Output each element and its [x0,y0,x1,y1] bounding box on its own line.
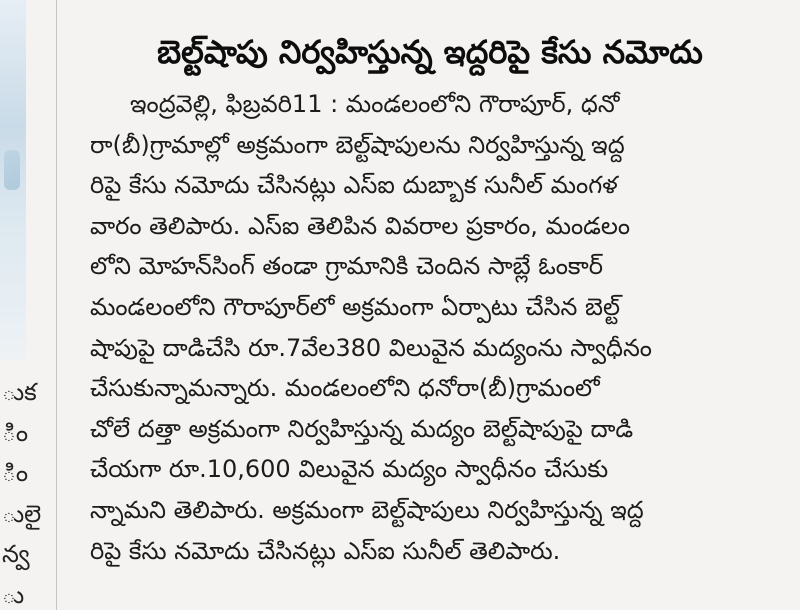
previous-column-fragment: ిం [2,459,29,488]
news-article [70,0,790,571]
article-body [70,84,790,571]
article-line: మండలంలోని గౌరాపూర్‌లో అక్రమంగా ఏర్పాటు చేసిన బెల్ట్ [90,292,620,321]
article-headline: బెల్ట్‌షాపు నిర్వహిస్తున్న ఇద్దరిపై కేసు నమోదు [157,33,703,71]
article-line: రా(బీ)గ్రామాల్లో అక్రమంగా బెల్ట్‌షాపులను నిర్వహిస్తున్న ఇద్ద [90,130,625,159]
column-divider [56,0,57,610]
previous-column-fragment: ులై [2,499,42,528]
article-line: రిపై కేసు నమోదు చేసినట్లు ఎస్ఐ దుబ్బాక సునీల్ మంగళ [90,171,618,200]
cropped-photo [0,0,26,360]
previous-column-fragment: న్వ [2,540,30,569]
article-line: లోని మోహన్‌సింగ్ తండా గ్రామానికి చెందిన సాబ్లే ఓంకార్ [90,252,603,281]
previous-column-text [2,372,52,610]
article-line: ఇంద్రవెల్లి, ఫిబ్రవరి11 : మండలంలోని గౌరాపూర్, ధనో [130,90,620,118]
article-line: వారం తెలిపారు. ఎస్ఐ తెలిపిన వివరాల ప్రకారం, మండలం [90,211,631,240]
article-line: చేయగా రూ.10,600 విలువైన మద్యం స్వాధీనం చేసుకు [90,455,609,484]
previous-column-fragment: ిం [2,418,29,447]
article-line: చోలే దత్తా అక్రమంగా నిర్వహిస్తున్న మద్యం బెల్ట్‌షాపుపై దాడి [90,414,634,443]
previous-column-fragment: ుక [2,378,37,406]
article-line: న్నామని తెలిపారు. అక్రమంగా బెల్ట్‌షాపులు నిర్వహిస్తున్న ఇద్ద [90,495,644,524]
article-line: రిపై కేసు నమోదు చేసినట్లు ఎస్ఐ సునీల్ తెలిపారు. [90,536,561,565]
article-line: చేసుకున్నామన్నారు. మండలంలోని ధనోరా(బీ)గ్రామంలో [90,374,600,403]
article-line: షాపుపై దాడిచేసి రూ.7వేల380 విలువైన మద్యంను స్వాధీనం [90,333,652,362]
previous-column-fragment: ు [2,580,25,609]
previous-column-edge [0,0,56,610]
